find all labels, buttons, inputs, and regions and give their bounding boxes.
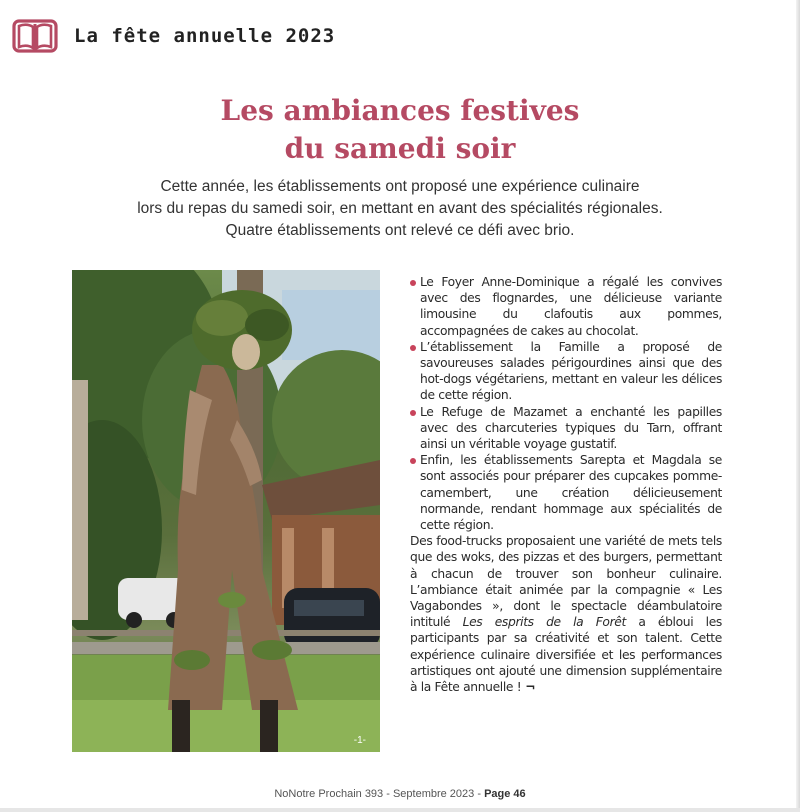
photo-illustration: [72, 270, 380, 752]
bullet-icon: [410, 458, 416, 464]
book-icon: [12, 17, 58, 55]
closing-paragraph: [410, 533, 722, 695]
list-item: [410, 274, 722, 339]
list-item-text: Le Refuge de Mazamet a enchanté les papilles avec des charcuteries typiques du Tarn, offrant ainsi un véritable voyage gustatif.: [420, 404, 722, 452]
bullet-icon: [410, 280, 416, 286]
bullet-list: [410, 274, 722, 533]
section-title: La fête annuelle 2023: [74, 25, 336, 47]
list-item-text: Le Foyer Anne-Dominique a régalé les convives avec des flognardes, une délicieuse variante limousine du clafoutis aux pommes, accompagnées de cakes au chocolat.: [420, 275, 722, 338]
list-item-text: L’établissement la Famille a proposé de savoureuses salades périgourdines ainsi que des hot-dogs végétariens, mettant en valeur les délices de cette région.: [420, 339, 722, 403]
title-line-2: du samedi soir: [284, 132, 516, 165]
closing-text-end: a ébloui les participants par sa créativité et son talent. Cette expérience culinaire diversifiée et les performances artistiques ont ajouté une dimension supplémentaire à la Fête annuelle !: [410, 615, 722, 695]
intro-line-1: Cette année, les établissements ont proposé une expérience culinaire: [160, 178, 640, 195]
page-edge-bottom: [0, 808, 800, 812]
list-item: [410, 339, 722, 404]
page-header: [12, 16, 335, 56]
end-of-article-mark: ¬: [525, 680, 536, 695]
footer-publication: NoNotre Prochain 393 - Septembre 2023 -: [274, 788, 485, 800]
intro-line-3: Quatre établissements ont relevé ce défi avec brio.: [225, 222, 575, 239]
page-title: [0, 92, 800, 168]
article-body: [410, 274, 722, 695]
intro-paragraph: [0, 176, 800, 242]
stilt-walker-photo: [72, 270, 380, 752]
list-item: [410, 452, 722, 533]
list-item-text: Enfin, les établissements Sarepta et Magdala se sont associés pour préparer des cupcakes pomme-camembert, une création délicieusement normande, rendant hommage aux spécialités de cette région.: [420, 453, 722, 533]
closing-text-start: Des food-trucks proposaient une variété de mets tels que des woks, des pizzas et des burgers, permettant à chacun de trouver son bonheur culinaire. L’ambiance était animée par la compagnie « Les Vagabondes », dont le spectacle déambulatoire intitulé: [410, 534, 722, 630]
title-line-1: Les ambiances festives: [220, 94, 580, 127]
intro-line-2: lors du repas du samedi soir, en mettant en avant des spécialités régionales.: [137, 200, 663, 217]
show-title: Les esprits de la Forêt: [462, 615, 626, 630]
page-footer: [0, 788, 800, 800]
page-number: Page 46: [484, 788, 526, 800]
list-item: [410, 404, 722, 453]
bullet-icon: [410, 345, 416, 351]
photo-credit: -1-: [353, 735, 366, 746]
bullet-icon: [410, 410, 416, 416]
